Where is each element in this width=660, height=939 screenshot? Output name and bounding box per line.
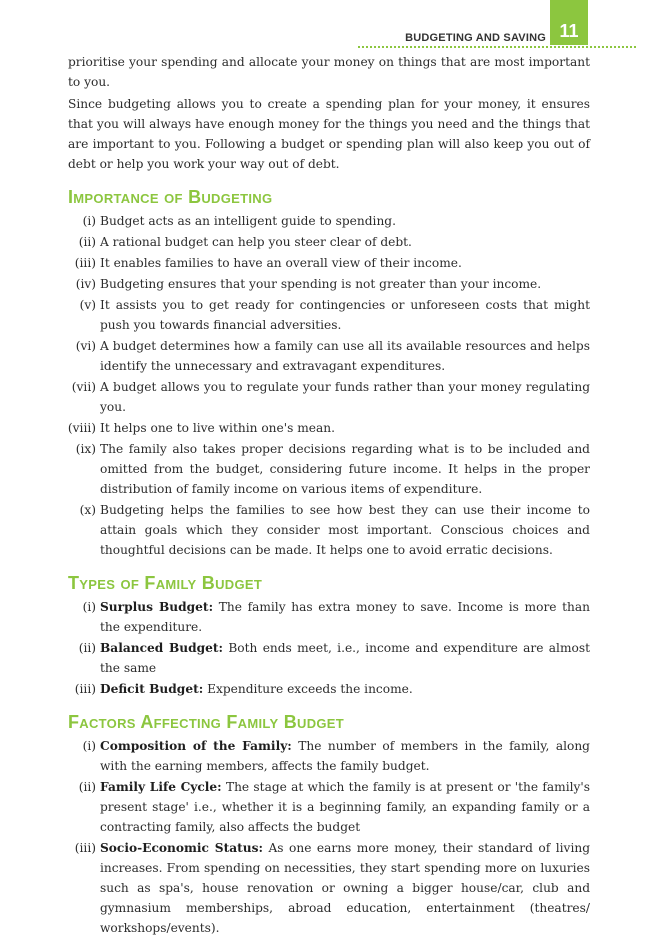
list-item [68, 253, 590, 273]
list-item [68, 777, 590, 837]
types-list [68, 597, 590, 699]
list-item [68, 377, 590, 417]
factors-list [68, 736, 590, 938]
list-item [68, 679, 590, 699]
item-text: Budgeting helps the families to see how best they can use their income to attain goals which they consider most important. Conscious choices and thoughtful decisions can be made. It helps one to avoid erratic decisions. [100, 503, 590, 557]
page-header [0, 0, 660, 52]
intro-paragraph-1: prioritise your spending and allocate your money on things that are most important to you. [68, 55, 590, 89]
item-number: (vii) [71, 380, 96, 394]
item-text: A budget allows you to regulate your funds rather than your money regulating you. [100, 380, 590, 414]
item-text: A rational budget can help you steer clear of debt. [100, 235, 412, 249]
list-item [68, 274, 590, 294]
item-text: Expenditure exceeds the income. [203, 682, 413, 696]
importance-list [68, 211, 590, 560]
item-text: It enables families to have an overall view of their income. [100, 256, 462, 270]
list-item [68, 295, 590, 335]
item-term: Composition of the Family: [100, 739, 292, 753]
item-number: (ii) [78, 235, 96, 249]
list-item [68, 336, 590, 376]
item-text: As one earns more money, their standard of living increases. From spending on necessities, they start spending more on luxuries such as spa's, house renovation or owning a bigger house/car, club and gymnasium memberships, abroad education, entertainment (theatres/ workshops/events). [100, 841, 590, 935]
item-text: The number of members in the family, along with the earning members, affects the family budget. [100, 739, 590, 773]
item-number: (iii) [74, 682, 96, 696]
header-dotted-rule [358, 46, 636, 48]
item-term: Socio-Economic Status: [100, 841, 263, 855]
list-item [68, 500, 590, 560]
list-item [68, 439, 590, 499]
list-item [68, 211, 590, 231]
running-header-title: BUDGETING AND SAVING [405, 32, 546, 44]
item-text: The family has extra money to save. Income is more than the expenditure. [100, 600, 590, 634]
importance-heading: Importance of Budgeting [68, 187, 273, 207]
page-content [68, 52, 590, 939]
page-number-badge: 11 [550, 0, 588, 45]
item-number: (x) [79, 503, 96, 517]
item-text: A budget determines how a family can use all its available resources and helps identify the unnecessary and extravagant expenditures. [100, 339, 590, 373]
item-number: (ii) [78, 641, 96, 655]
list-item [68, 736, 590, 776]
item-number: (ix) [75, 442, 96, 456]
list-item [68, 232, 590, 252]
item-number: (i) [82, 739, 96, 753]
item-text: The family also takes proper decisions regarding what is to be included and omitted from the budget, considering future income. It helps in the proper distribution of family income on various items of expenditure. [100, 442, 590, 496]
item-number: (i) [82, 600, 96, 614]
item-term: Deficit Budget: [100, 682, 204, 696]
item-number: (ii) [78, 780, 96, 794]
item-term: Balanced Budget: [100, 641, 224, 655]
item-term: Surplus Budget: [100, 600, 214, 614]
item-text: It assists you to get ready for contingencies or unforeseen costs that might push you towards financial adversities. [100, 298, 590, 332]
list-item [68, 838, 590, 938]
list-item [68, 418, 590, 438]
types-heading: Types of Family Budget [68, 573, 263, 593]
item-number: (v) [79, 298, 96, 312]
item-text: The stage at which the family is at present or 'the family's present stage' i.e., whether it is a beginning family, an expanding family or a contracting family, also affects the budget [100, 780, 590, 834]
item-number: (iii) [74, 841, 96, 855]
item-text: Both ends meet, i.e., income and expenditure are almost the same [100, 641, 590, 675]
list-item [68, 597, 590, 637]
list-item [68, 638, 590, 678]
item-text: It helps one to live within one's mean. [100, 421, 335, 435]
item-text: Budget acts as an intelligent guide to spending. [100, 214, 396, 228]
item-number: (vi) [75, 339, 96, 353]
item-text: Budgeting ensures that your spending is not greater than your income. [100, 277, 542, 291]
item-number: (viii) [67, 421, 96, 435]
factors-heading: Factors Affecting Family Budget [68, 712, 345, 732]
intro-paragraph-2: Since budgeting allows you to create a spending plan for your money, it ensures that you will always have enough money for the things you need and the things that are important to you. Following a budget or spending plan will also keep you out of debt or help you work your way out of debt. [68, 97, 590, 171]
item-term: Family Life Cycle: [100, 780, 222, 794]
item-number: (iv) [75, 277, 96, 291]
item-number: (iii) [74, 256, 96, 270]
item-number: (i) [82, 214, 96, 228]
